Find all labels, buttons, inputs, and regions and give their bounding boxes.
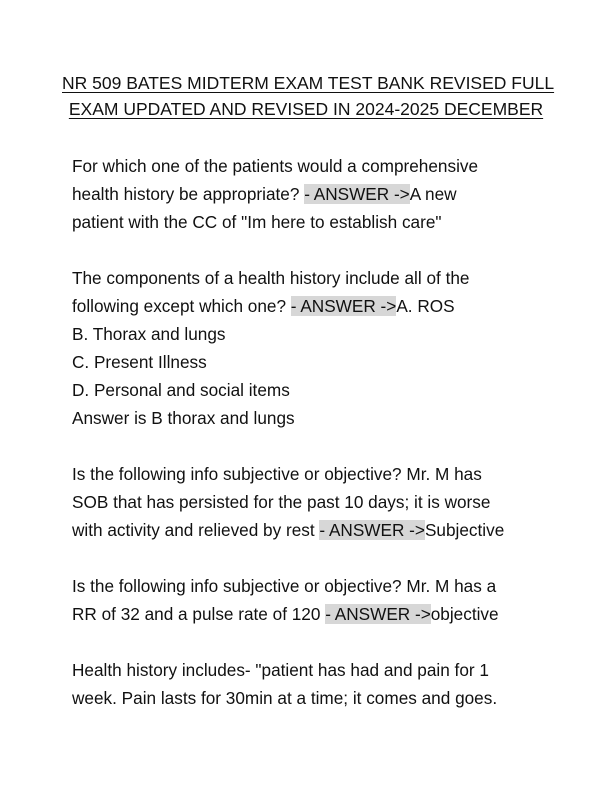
answer-marker: - ANSWER ->	[304, 184, 410, 204]
q4-line-2	[72, 600, 552, 628]
q2-option-b: B. Thorax and lungs	[72, 324, 226, 344]
q1-line-1: For which one of the patients would a comprehensive	[72, 156, 479, 176]
q3-line-3	[72, 516, 552, 544]
q1-text: health history be appropriate?	[72, 184, 305, 204]
title-line-2: EXAM UPDATED AND REVISED IN 2024-2025 DECEMBER	[68, 99, 544, 119]
q3-text: with activity and relieved by rest	[72, 520, 320, 540]
q2-text: following except which one?	[72, 296, 291, 316]
q2-option-d: D. Personal and social items	[72, 380, 290, 400]
q1-line-3: patient with the CC of "Im here to establish care"	[72, 212, 442, 232]
q2-answer: A. ROS	[396, 296, 455, 316]
question-3	[72, 460, 552, 544]
document-title	[62, 70, 555, 122]
q5-line-2: week. Pain lasts for 30min at a time; it comes and goes.	[72, 688, 498, 708]
q1-answer: A new	[409, 184, 457, 204]
q1-line-2	[72, 180, 552, 208]
answer-marker: - ANSWER ->	[290, 296, 397, 316]
question-2	[72, 264, 552, 432]
question-5	[72, 656, 552, 712]
q2-option-c: C. Present Illness	[72, 352, 207, 372]
q2-answer-note: Answer is B thorax and lungs	[72, 408, 295, 428]
q4-answer: objective	[430, 604, 499, 624]
question-4	[72, 572, 552, 628]
q2-line-1: The components of a health history include all of the	[72, 268, 470, 288]
question-1	[72, 152, 552, 236]
title-line-1: NR 509 BATES MIDTERM EXAM TEST BANK REVISED FULL	[62, 73, 555, 93]
q5-line-1: Health history includes- "patient has had and pain for 1	[72, 660, 489, 680]
q3-line-2: SOB that has persisted for the past 10 days; it is worse	[72, 492, 491, 512]
q2-line-2	[72, 292, 552, 320]
q4-text: RR of 32 and a pulse rate of 120	[72, 604, 326, 624]
answer-marker: - ANSWER ->	[319, 520, 425, 540]
answer-marker: - ANSWER ->	[325, 604, 431, 624]
q4-line-1: Is the following info subjective or objective? Mr. M has a	[72, 576, 497, 596]
q3-answer: Subjective	[424, 520, 505, 540]
q3-line-1: Is the following info subjective or objective? Mr. M has	[72, 464, 482, 484]
